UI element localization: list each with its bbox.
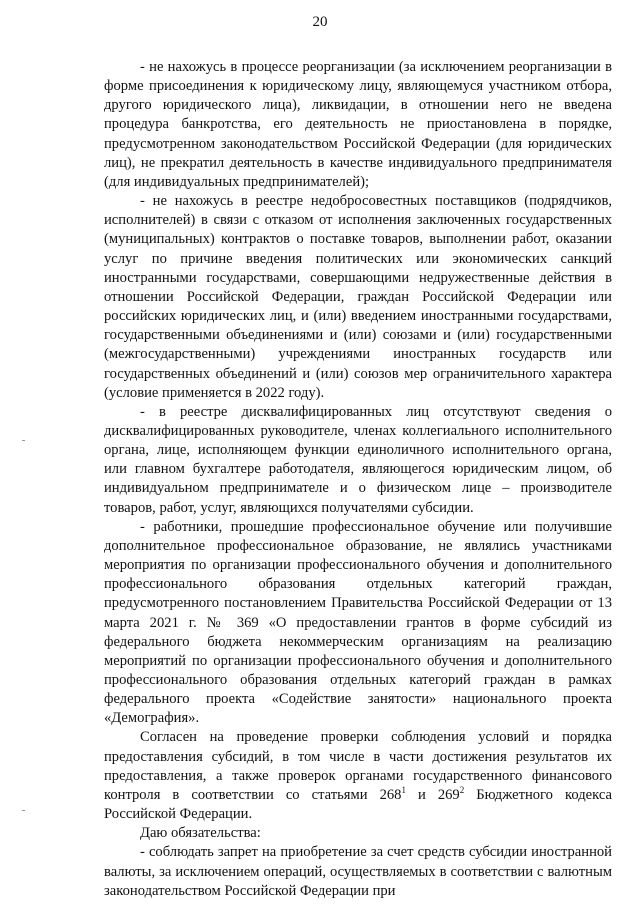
- paragraph-consent: [104, 728, 612, 824]
- paragraph-currency-ban: - соблюдать запрет на приобретение за счет средств субсидии иностранной валюты, за исключением операций, осуществляемых в соответствии с валютным законодательством Российской Федерации при: [104, 844, 612, 899]
- consent-text-before: Согласен на проведение проверки соблюдения условий и порядка предоставления субсидий, в том числе в части достижения результатов их предоставления, а также проверок органами государственного финансового контроля в соответствии со статьями 268: [104, 729, 612, 803]
- consent-text-middle: и 269: [405, 786, 460, 803]
- consent-text-after: Бюджетного кодекса Российской Федерации.: [104, 786, 612, 823]
- paragraph-unscrupulous-suppliers: - не нахожусь в реестре недобросовестных поставщиков (подрядчиков, исполнителей) в связи с отказом от исполнения заключенных государственных (муниципальных) контрактов о поставке товаров, выполнении работ, оказании услуг по причине введения политических или экономических санкций иностранными государствами, совершающими недружественные действия в отношении Российской Федерации, граждан Российской Федерации или российских юридических лиц, и (или) введением иностранными государствами, государственными объединениями и (или) союзами и (или) государственными (межгосударственными) учреждениями иностранных государств или государственных объединений и (или) союзов мер ограничительного характера (условие применяется в 2022 году).: [104, 193, 612, 401]
- paragraph-employees-training: - работники, прошедшие профессиональное обучение или получившие дополнительное профессиональное образование, не являлись участниками мероприятия по организации профессионального обучения и дополнительного профессионального образования отдельных категорий граждан, предусмотренного постановлением Правительства Российской Федерации от 13 марта 2021 г. № 369 «О предоставлении грантов в форме субсидий из федерального бюджета некоммерческим организациям на реализацию мероприятий по организации профессионального обучения и дополнительного профессионального образования отдельных категорий граждан в рамках федерального проекта «Содействие занятости» национального проекта «Демография».: [104, 518, 612, 727]
- margin-mark: [22, 440, 25, 441]
- superscript-2: 2: [459, 784, 465, 795]
- paragraph-disqualified-persons: - в реестре дисквалифицированных лиц отсутствуют сведения о дисквалифицированных руководителе, членах коллегиального исполнительного органа, лице, исполняющем функции единоличного исполнительного органа, или главном бухгалтере работодателя, являющегося юридическим лицом, об индивидуальном предпринимателе и о физическом лице – производителе товаров, работ, услуг, являющихся получателями субсидии.: [104, 403, 612, 516]
- superscript-1: 1: [401, 784, 406, 795]
- margin-mark: [22, 810, 25, 811]
- page-number: 20: [312, 14, 328, 30]
- paragraph-reorganization: - не нахожусь в процессе реорганизации (за исключением реорганизации в форме присоединения к юридическому лицу, являющемуся участником отбора, другого юридического лица), ликвидации, в отношении него не введена процедура банкротства, его деятельность не приостановлена в порядке, предусмотренном законодательством Российской Федерации (для юридических лиц), не прекратил деятельность в качестве индивидуального предпринимателя (для индивидуальных предпринимателей);: [104, 59, 612, 190]
- document-body: [104, 58, 612, 901]
- obligations-heading: Даю обязательства:: [140, 825, 261, 842]
